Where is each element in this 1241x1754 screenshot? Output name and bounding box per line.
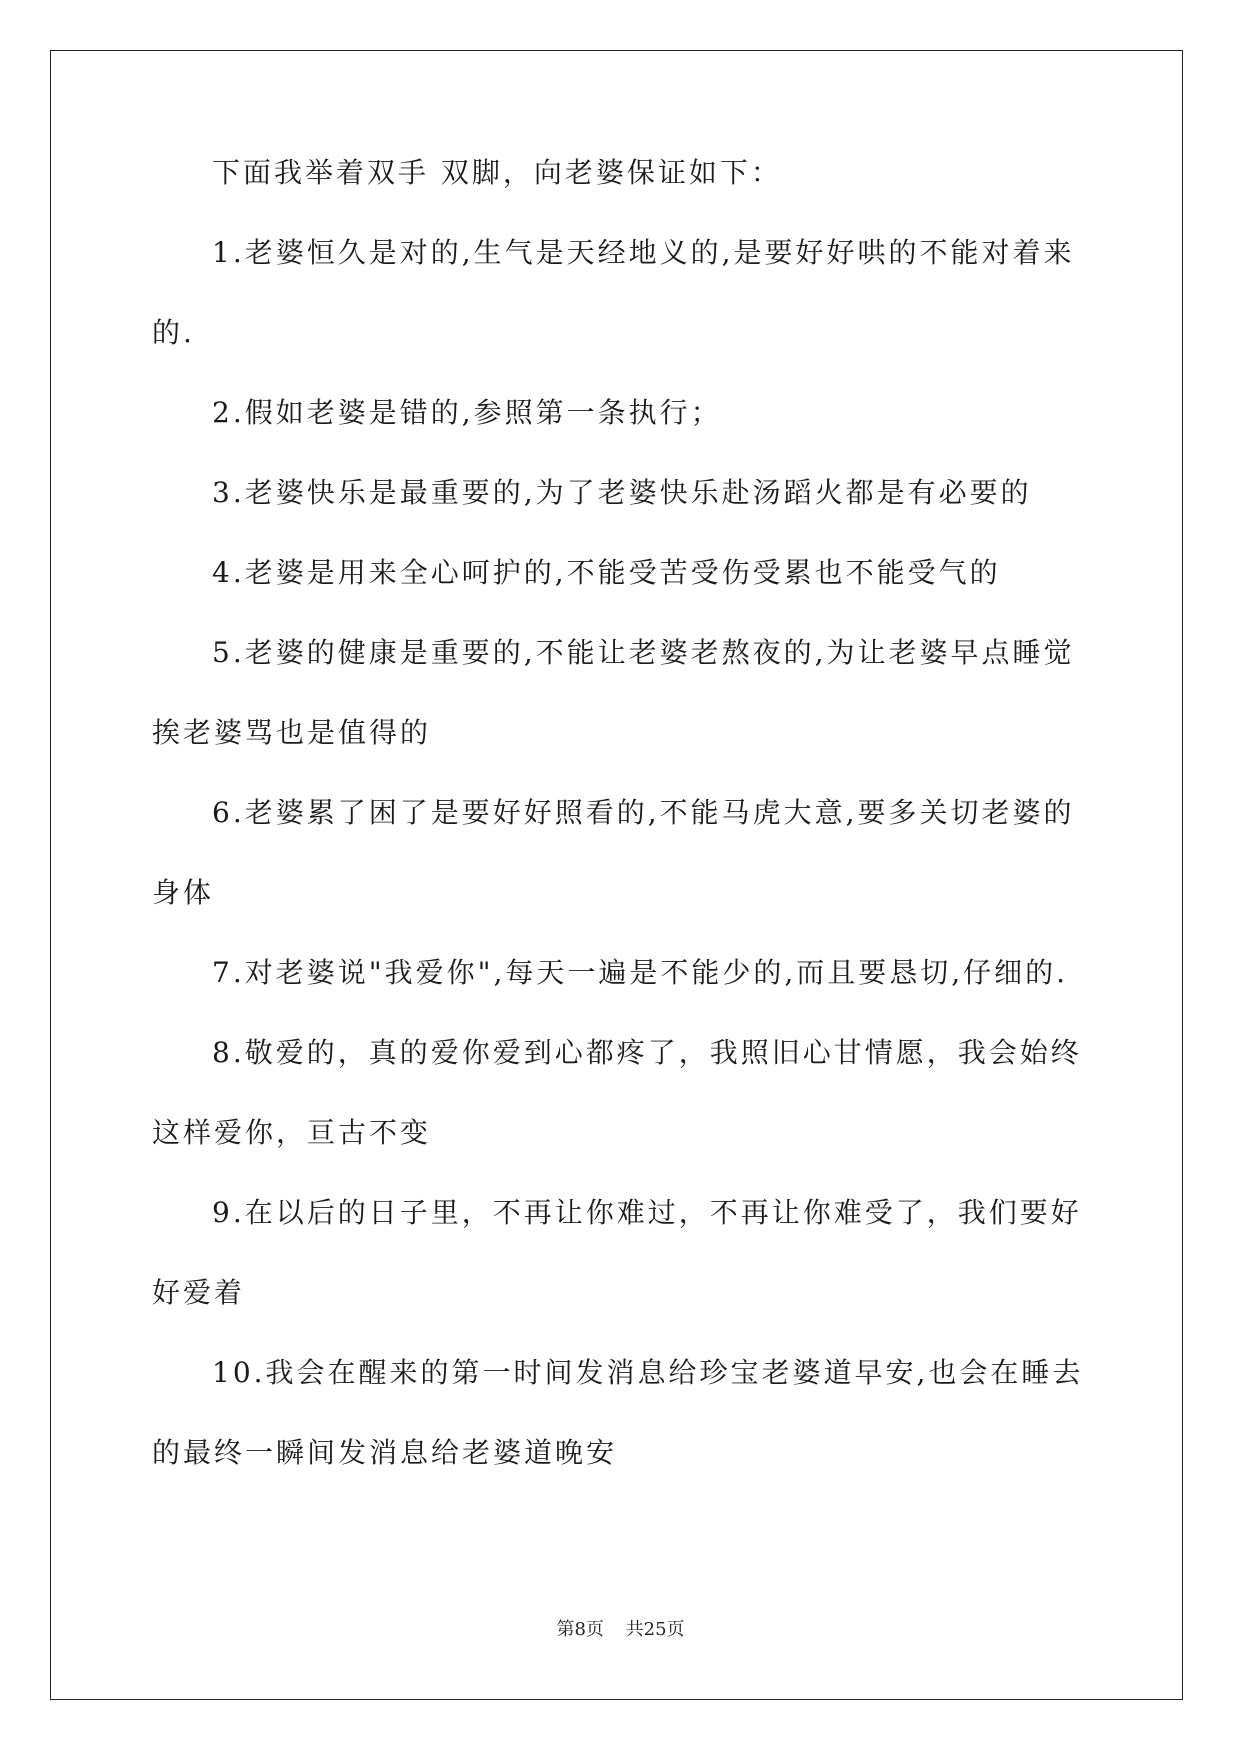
page-footer: [0, 1615, 1241, 1641]
item-4-line: 4.老婆是用来全心呵护的,不能受苦受伤受累也不能受气的: [212, 556, 1001, 589]
item-6-line-2: 身体: [152, 876, 215, 909]
item-7-line: 7.对老婆说"我爱你",每天一遍是不能少的,而且要恳切,仔细的.: [212, 956, 1069, 989]
item-5-line-1: 5.老婆的健康是重要的,不能让老婆老熬夜的,为让老婆早点睡觉: [212, 636, 1075, 669]
item-8-line-2: 这样爱你，亘古不变: [152, 1116, 432, 1149]
item-1-line-2: 的.: [152, 316, 195, 349]
item-9-line-1: 9.在以后的日子里，不再让你难过，不再让你难受了，我们要好: [212, 1196, 1082, 1229]
item-10-line-1: 10.我会在醒来的第一时间发消息给珍宝老婆道早安,也会在睡去: [212, 1356, 1084, 1389]
page-number: 第8页: [556, 1619, 604, 1640]
item-2-line: 2.假如老婆是错的,参照第一条执行；: [212, 396, 722, 429]
item-10-line-2: 的最终一瞬间发消息给老婆道晚安: [152, 1436, 618, 1469]
item-8-line-1: 8.敬爱的，真的爱你爱到心都疼了，我照旧心甘情愿，我会始终: [212, 1036, 1082, 1069]
item-3-line: 3.老婆快乐是最重要的,为了老婆快乐赴汤蹈火都是有必要的: [212, 476, 1032, 509]
item-9-line-2: 好爱着: [152, 1276, 246, 1309]
intro-line: 下面我举着双手 双脚，向老婆保证如下：: [212, 156, 782, 189]
item-5-line-2: 挨老婆骂也是值得的: [152, 716, 432, 749]
item-6-line-1: 6.老婆累了困了是要好好照看的,不能马虎大意,要多关切老婆的: [212, 796, 1075, 829]
item-1-line-1: 1.老婆恒久是对的,生气是天经地义的,是要好好哄的不能对着来: [212, 236, 1075, 269]
page-total: 共25页: [625, 1619, 685, 1640]
